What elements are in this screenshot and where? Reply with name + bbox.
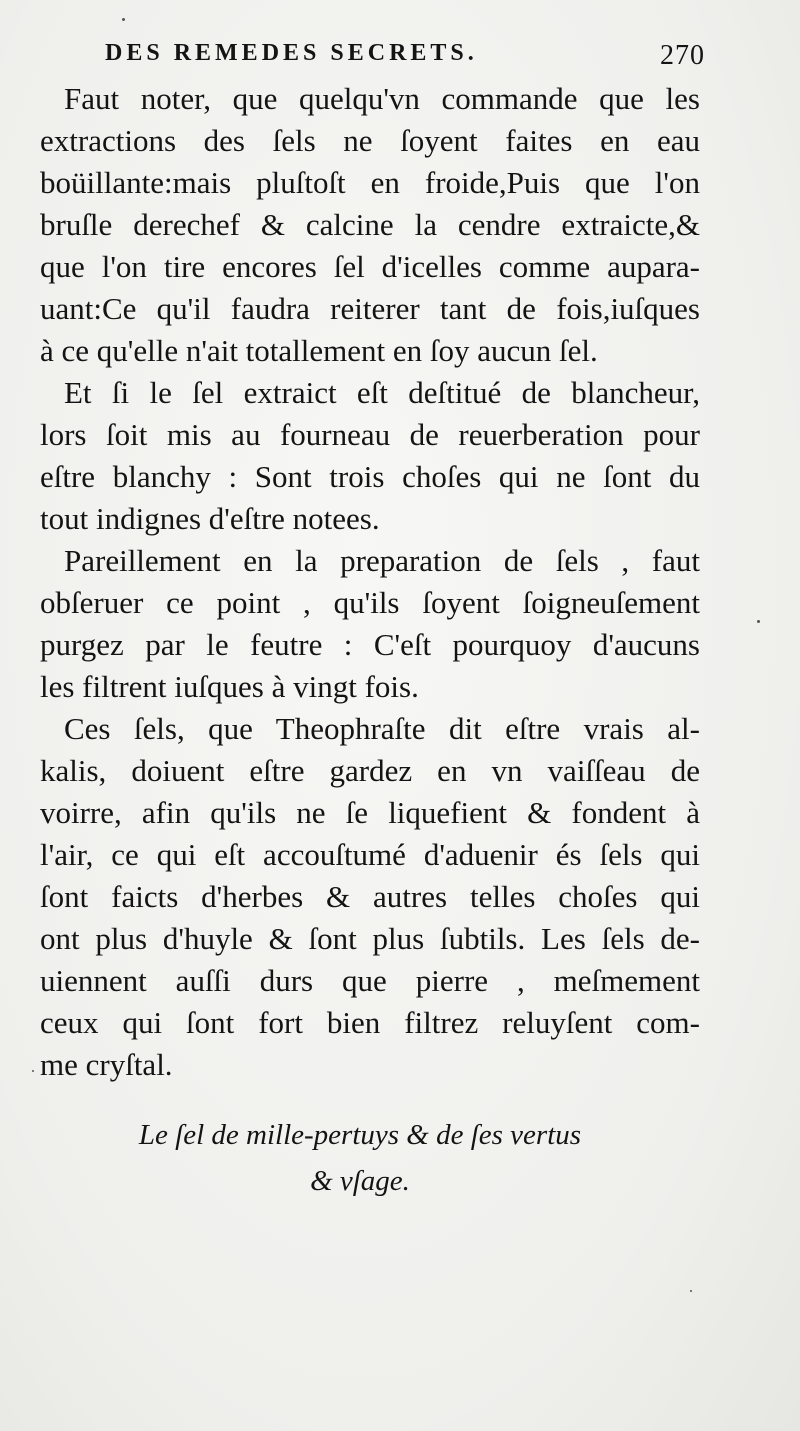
page-number: 270: [660, 40, 705, 71]
text-line: que l'on tire encores ſel d'icelles comme aupara-: [40, 249, 700, 284]
text-line: me cryſtal.: [40, 1047, 173, 1082]
section-heading: [80, 1112, 640, 1204]
ink-speck: [32, 1070, 34, 1072]
text-line: bruſle derechef & calcine la cendre extraicte,&: [40, 207, 700, 242]
text-line: extractions des ſels ne ſoyent faites en eau: [40, 123, 700, 158]
running-head: [105, 40, 705, 80]
ink-speck: [690, 1290, 692, 1292]
text-line: l'air, ce qui eſt accouſtumé d'aduenir és ſels qui: [40, 837, 700, 872]
text-line: voirre, afin qu'ils ne ſe liquefient & fondent à: [40, 795, 700, 830]
ink-speck: [122, 18, 125, 21]
text-line: Ces ſels, que Theophraſte dit eſtre vrais al-: [64, 711, 700, 746]
text-line: Faut noter, que quelqu'vn commande que les: [64, 81, 700, 116]
text-line: ceux qui ſont fort bien filtrez reluyſent com-: [40, 1005, 700, 1040]
text-line: uiennent auſſi durs que pierre , meſmement: [40, 963, 700, 998]
ink-speck: [757, 620, 760, 623]
text-line: ſont faicts d'herbes & autres telles choſes qui: [40, 879, 700, 914]
text-line: purgez par le feutre : C'eſt pourquoy d'aucuns: [40, 627, 700, 662]
text-line: à ce qu'elle n'ait totallement en ſoy aucun ſel.: [40, 333, 598, 368]
text-line: uant:Ce qu'il faudra reiterer tant de fois,iuſques: [40, 291, 700, 326]
heading-line: Le ſel de mille-pertuys & de ſes vertus: [138, 1119, 582, 1151]
text-line: Et ſi le ſel extraict eſt deſtitué de blancheur,: [64, 375, 700, 410]
text-line: eſtre blanchy : Sont trois choſes qui ne ſont du: [40, 459, 700, 494]
text-line: kalis, doiuent eſtre gardez en vn vaiſſeau de: [40, 753, 700, 788]
text-line: boüillante:mais pluſtoſt en froide,Puis que l'on: [40, 165, 700, 200]
text-line: obſeruer ce point , qu'ils ſoyent ſoigneuſement: [40, 585, 700, 620]
heading-line: & vſage.: [310, 1165, 410, 1197]
running-title: DES REMEDES SECRETS.: [105, 40, 478, 66]
body-text: [40, 78, 700, 1086]
text-line: les filtrent iuſques à vingt fois.: [40, 669, 419, 704]
text-line: tout indignes d'eſtre notees.: [40, 501, 380, 536]
text-line: lors ſoit mis au fourneau de reuerberation pour: [40, 417, 700, 452]
text-line: Pareillement en la preparation de ſels , faut: [64, 543, 700, 578]
text-line: ont plus d'huyle & ſont plus ſubtils. Les ſels de-: [40, 921, 700, 956]
